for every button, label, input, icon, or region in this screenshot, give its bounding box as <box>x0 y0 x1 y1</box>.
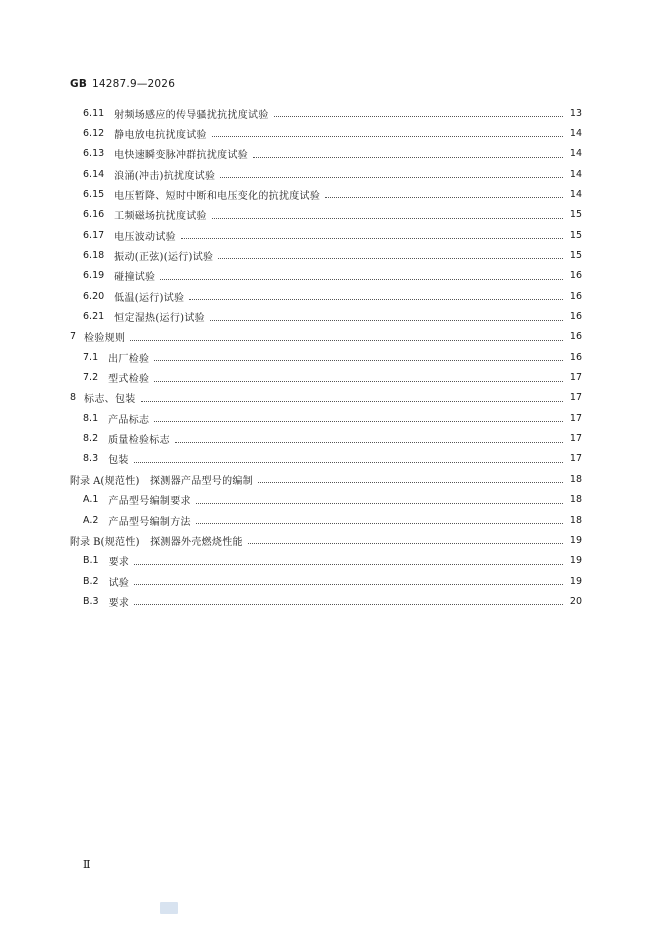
toc-dot-leader <box>258 481 563 483</box>
toc-entry-number: 8.1 <box>83 412 99 424</box>
standard-number: 14287.9—2026 <box>92 78 176 90</box>
toc-entry-page: 17 <box>569 372 582 384</box>
toc-entry-number: B.3 <box>83 595 99 607</box>
toc-entry-number: 7 <box>70 331 77 343</box>
toc-entry-number: B.2 <box>83 575 99 587</box>
toc-dot-leader <box>134 461 563 463</box>
toc-entry-title: 碰撞试验 <box>114 272 156 284</box>
toc-entry-number: 8.2 <box>83 433 99 445</box>
toc-entry-number: 8.3 <box>83 453 99 465</box>
toc-dot-leader <box>220 176 563 178</box>
toc-entry-title: 工频磁场抗扰度试验 <box>114 211 207 223</box>
toc-entry-number: A.2 <box>83 514 99 526</box>
toc-entry[interactable] <box>83 512 582 528</box>
toc-dot-leader <box>134 603 563 605</box>
toc-entry-page: 20 <box>569 595 582 607</box>
toc-entry[interactable] <box>70 471 582 487</box>
toc-entry[interactable] <box>83 227 582 243</box>
toc-entry-page: 19 <box>569 575 582 587</box>
toc-entry[interactable] <box>83 593 582 609</box>
toc-entry-page: 17 <box>569 453 582 465</box>
toc-entry-page: 13 <box>569 107 582 119</box>
toc-entry-title: 浪涌(冲击)抗扰度试验 <box>114 170 216 182</box>
toc-entry-page: 14 <box>569 127 582 139</box>
toc-entry-title: 振动(正弦)(运行)试验 <box>114 251 214 263</box>
toc-entry-number: 附录 B <box>70 536 101 548</box>
toc-entry-page: 18 <box>569 514 582 526</box>
toc-dot-leader <box>253 156 563 158</box>
toc-dot-leader <box>325 196 563 198</box>
toc-entry[interactable] <box>83 247 582 263</box>
toc-entry[interactable] <box>83 349 582 365</box>
toc-dot-leader <box>212 135 563 137</box>
toc-entry-title: 产品型号编制方法 <box>108 516 191 528</box>
toc-entry-page: 16 <box>569 331 582 343</box>
watermark-stamp <box>160 902 178 914</box>
toc-entry-number: 6.13 <box>83 148 105 160</box>
toc-entry-title: 恒定湿热(运行)试验 <box>114 313 205 324</box>
toc-dot-leader <box>175 441 563 443</box>
toc-dot-leader <box>134 563 563 565</box>
toc-entry[interactable] <box>83 146 582 162</box>
toc-entry-title: 静电放电抗扰度试验 <box>114 129 207 141</box>
toc-entry-title: 射频场感应的传导骚扰抗扰度试验 <box>114 109 269 121</box>
toc-entry[interactable] <box>83 370 582 386</box>
toc-dot-leader <box>154 420 563 422</box>
toc-entry-title: 试验 <box>108 577 130 589</box>
toc-entry-number: B.1 <box>83 555 99 567</box>
toc-entry[interactable] <box>83 125 582 141</box>
toc-dot-leader <box>141 400 563 402</box>
toc-entry-title: 型式检验 <box>108 374 150 386</box>
toc-entry-title: 包装 <box>108 455 129 467</box>
toc-entry-title: 要求 <box>108 557 130 569</box>
toc-entry-number: 6.18 <box>83 249 105 261</box>
toc-entry-page: 14 <box>569 148 582 160</box>
toc-dot-leader <box>181 237 563 239</box>
toc-entry[interactable] <box>70 390 582 406</box>
toc-entry[interactable] <box>83 309 582 325</box>
toc-dot-leader <box>134 583 563 585</box>
toc-entry[interactable] <box>83 186 582 202</box>
toc-entry-number: 7.1 <box>83 351 99 363</box>
toc-entry-page: 16 <box>569 290 582 302</box>
toc-dot-leader <box>154 380 563 382</box>
toc-entry-number: 6.19 <box>83 270 105 282</box>
toc-dot-leader <box>130 339 563 341</box>
toc-dot-leader <box>274 115 563 117</box>
toc-entry-number: 6.15 <box>83 188 105 200</box>
toc-entry[interactable] <box>83 492 582 508</box>
toc-entry-page: 14 <box>569 188 582 200</box>
toc-dot-leader <box>196 502 563 504</box>
document-header <box>70 78 175 90</box>
toc-entry-page: 18 <box>569 494 582 506</box>
toc-entry-page: 17 <box>569 412 582 424</box>
toc-dot-leader <box>212 217 563 219</box>
toc-entry-page: 15 <box>569 249 582 261</box>
toc-entry-page: 17 <box>569 392 582 404</box>
toc-dot-leader <box>196 522 563 524</box>
toc-entry[interactable] <box>83 410 582 426</box>
toc-entry[interactable] <box>83 268 582 284</box>
toc-entry[interactable] <box>83 431 582 447</box>
toc-entry-title: 产品型号编制要求 <box>108 496 191 508</box>
toc-entry-page: 14 <box>569 168 582 180</box>
toc-entry-number: 6.21 <box>83 311 105 322</box>
toc-entry-title: (规范性) 探测器外壳燃烧性能 <box>100 536 243 548</box>
toc-entry[interactable] <box>83 105 582 121</box>
toc-entry-number: 6.11 <box>83 107 105 119</box>
toc-entry-title: (规范性) 探测器产品型号的编制 <box>100 475 254 487</box>
toc-dot-leader <box>210 319 563 321</box>
toc-dot-leader <box>154 359 563 361</box>
toc-entry-number: A.1 <box>83 494 99 506</box>
toc-dot-leader <box>218 257 563 259</box>
toc-entry-title: 电压波动试验 <box>114 231 176 243</box>
toc-entry-title: 电压暂降、短时中断和电压变化的抗扰度试验 <box>114 190 321 202</box>
toc-entry-page: 15 <box>569 229 582 241</box>
toc-entry-title: 低温(运行)试验 <box>114 292 185 304</box>
toc-entry-number: 6.20 <box>83 290 105 302</box>
page-number: Ⅱ <box>83 858 91 871</box>
toc-entry-page: 18 <box>569 473 582 485</box>
toc-entry-page: 15 <box>569 209 582 221</box>
toc-entry-number: 7.2 <box>83 372 99 384</box>
toc-entry-title: 出厂检验 <box>108 353 150 365</box>
toc-dot-leader <box>248 542 563 544</box>
toc-entry-number: 6.14 <box>83 168 105 180</box>
toc-entry-number: 6.16 <box>83 209 105 221</box>
toc-dot-leader <box>189 298 563 300</box>
toc-entry[interactable] <box>83 573 582 589</box>
toc-entry-number: 附录 A <box>70 475 101 487</box>
toc-entry-page: 19 <box>569 534 582 546</box>
toc-entry-title: 产品标志 <box>108 414 150 426</box>
toc-entry-title: 电快速瞬变脉冲群抗扰度试验 <box>114 150 249 162</box>
standard-prefix: GB <box>70 78 88 90</box>
toc-entry-number: 6.12 <box>83 127 105 139</box>
toc-entry-page: 16 <box>569 311 582 322</box>
toc-entry[interactable] <box>83 288 582 304</box>
toc-entry[interactable] <box>70 532 582 548</box>
toc-entry[interactable] <box>70 329 582 345</box>
toc-entry-title: 要求 <box>108 597 130 609</box>
toc-entry-page: 16 <box>569 270 582 282</box>
toc-entry-page: 16 <box>569 351 582 363</box>
toc-entry-page: 17 <box>569 433 582 445</box>
toc-entry-title: 检验规则 <box>84 333 126 345</box>
toc-entry-page: 19 <box>569 555 582 567</box>
toc-entry-number: 8 <box>70 392 77 404</box>
toc-entry[interactable] <box>83 451 582 467</box>
toc-entry-title: 质量检验标志 <box>108 435 170 447</box>
toc-entry-number: 6.17 <box>83 229 105 241</box>
toc-entry[interactable] <box>83 207 582 223</box>
toc-entry-title: 标志、包装 <box>84 394 136 406</box>
toc-entry[interactable] <box>83 553 582 569</box>
toc-dot-leader <box>160 278 563 280</box>
toc-entry[interactable] <box>83 166 582 182</box>
